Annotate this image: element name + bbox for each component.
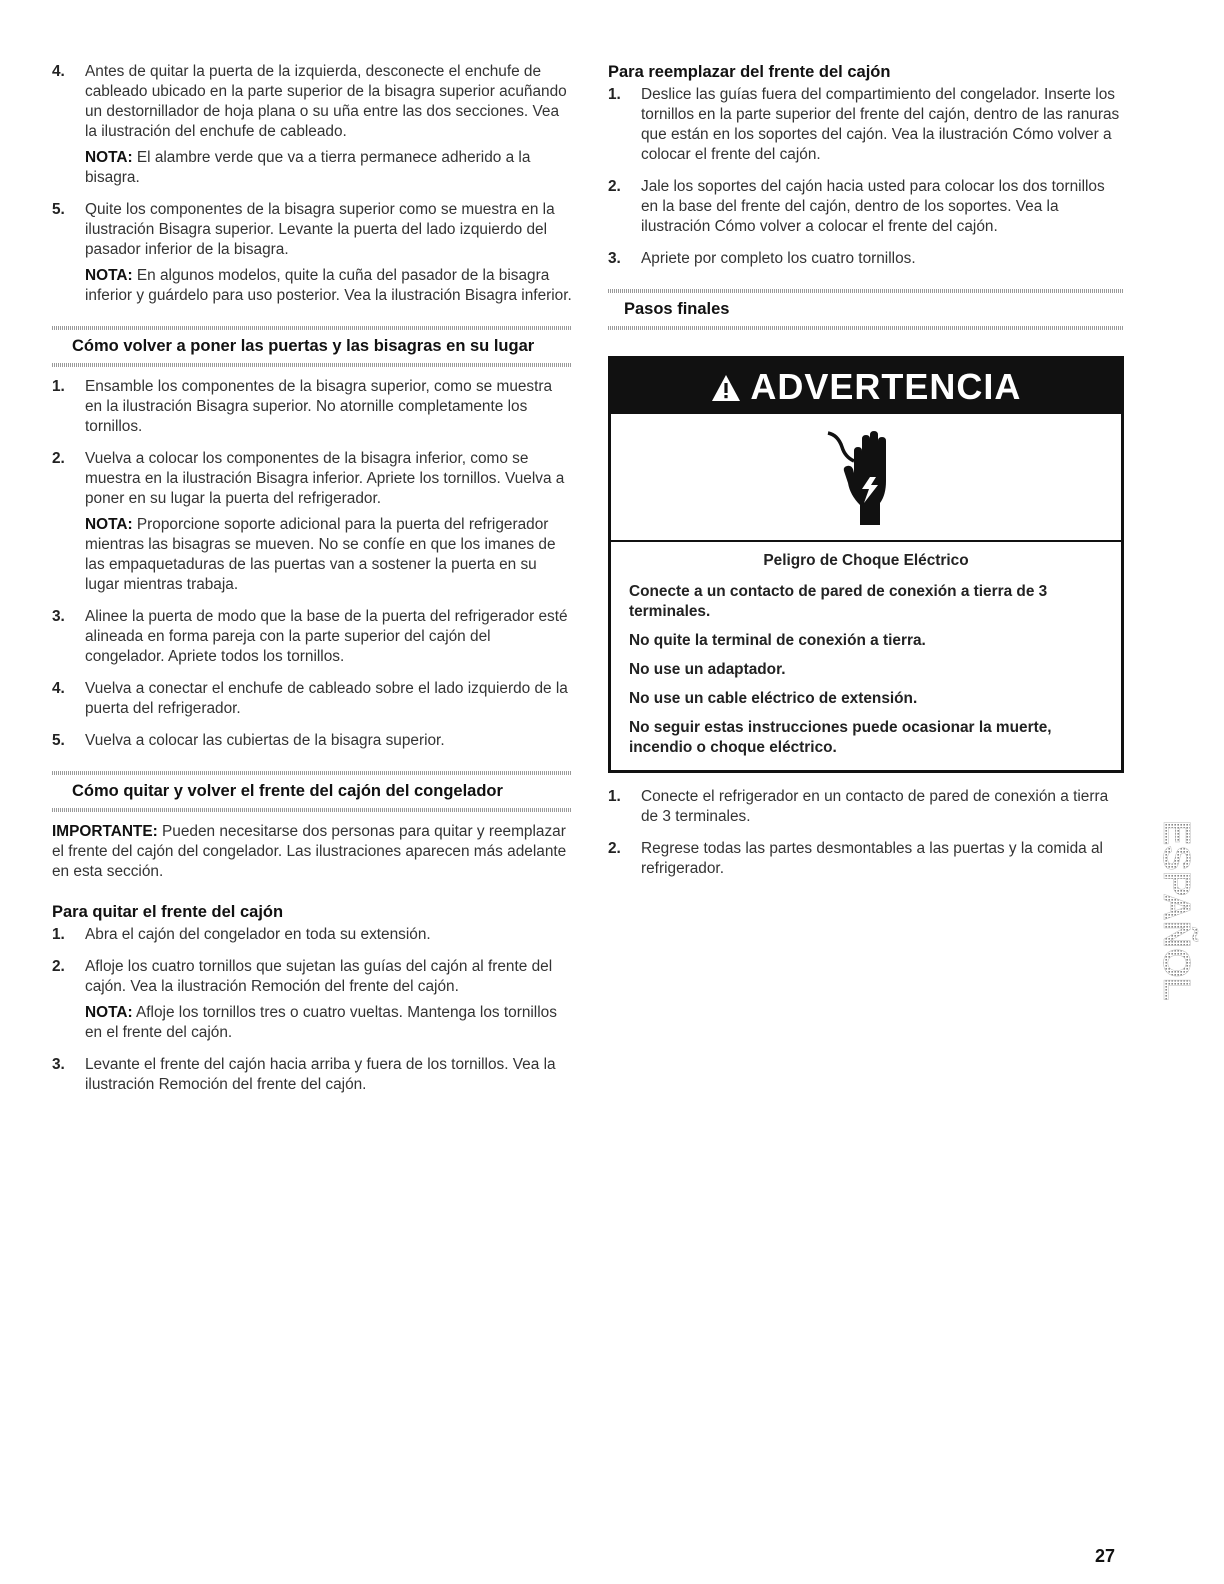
- page-number: 27: [1095, 1546, 1116, 1566]
- note: [85, 1003, 572, 1043]
- warning-header: [611, 359, 1121, 414]
- note-text: Proporcione soporte adicional para la puerta del refrigerador mientras las bisagras se mueven. No se confíe en que los imanes de las empaquetaduras de las puertas van a sostener la puerta en su lugar mientras trabaja.: [85, 516, 556, 593]
- list-item: [52, 607, 572, 673]
- side-tab-label: ESPAÑOL: [1155, 820, 1197, 1001]
- list-item: [52, 449, 572, 601]
- electric-shock-hand-icon: [611, 414, 1121, 542]
- step-number: 3.: [608, 250, 621, 267]
- step-text: Quite los componentes de la bisagra superior como se muestra en la ilustración Bisagra superior. Levante la puerta del lado izquierdo del pasador inferior de la bisagra.: [85, 201, 555, 258]
- step-text: Jale los soportes del cajón hacia usted para colocar los dos tornillos en la base del frente del cajón, dentro de los soportes. Vea la ilustración Cómo volver a colocar el frente del cajón.: [641, 178, 1105, 235]
- section-title: Pasos finales: [624, 300, 730, 318]
- list-item: [52, 679, 572, 725]
- warning-text: [611, 542, 1121, 770]
- list-item: [608, 249, 1124, 275]
- right-column: [608, 62, 1124, 891]
- important-text: Pueden necesitarse dos personas para quitar y reemplazar el frente del cajón del congelador. Las ilustraciones aparecen más adelante en esta sección.: [52, 823, 567, 880]
- note-label: NOTA:: [85, 149, 133, 166]
- divider: [52, 808, 572, 812]
- subheading-replace-drawer-front: Para reemplazar del frente del cajón: [608, 63, 891, 81]
- warning-subtitle: Peligro de Choque Eléctrico: [763, 552, 969, 569]
- note-label: NOTA:: [85, 516, 133, 533]
- note: [85, 515, 572, 595]
- step-number: 1.: [608, 788, 621, 805]
- note-text: El alambre verde que va a tierra permanece adherido a la bisagra.: [85, 149, 531, 186]
- important-label: IMPORTANTE:: [52, 823, 158, 840]
- warning-triangle-icon: [711, 366, 751, 407]
- step-text: Conecte el refrigerador en un contacto de pared de conexión a tierra de 3 terminales.: [641, 788, 1109, 825]
- step-number: 3.: [52, 1056, 65, 1073]
- section-header-final-steps: [608, 289, 1124, 330]
- step-number: 5.: [52, 201, 65, 218]
- step-text: Apriete por completo los cuatro tornillos.: [641, 250, 916, 267]
- step-number: 2.: [52, 450, 65, 467]
- step-text: Regrese todas las partes desmontables a las puertas y la comida al refrigerador.: [641, 840, 1103, 877]
- list-item: [52, 957, 572, 1049]
- warning-line: Conecte a un contacto de pared de conexión a tierra de 3 terminales.: [629, 583, 1048, 620]
- list-item: [608, 85, 1124, 171]
- list-item: [52, 377, 572, 443]
- step-number: 1.: [608, 86, 621, 103]
- step-text: Afloje los cuatro tornillos que sujetan las guías del cajón al frente del cajón. Vea la ilustración Remoción del frente del cajón.: [85, 958, 553, 995]
- step-text: Vuelva a colocar los componentes de la bisagra inferior, como se muestra en la ilustración Bisagra inferior. Apriete los tornillos. Vuelva a poner en su lugar la puerta del refrigerador.: [85, 450, 565, 507]
- important-note: [52, 822, 572, 882]
- note-label: NOTA:: [85, 1004, 133, 1021]
- step-text: Ensamble los componentes de la bisagra superior, como se muestra en la ilustración Bisagra superior. No atornille completamente los tornillos.: [85, 378, 553, 435]
- step-text: Levante el frente del cajón hacia arriba y fuera de los tornillos. Vea la ilustración Remoción del frente del cajón.: [85, 1056, 556, 1093]
- step-number: 1.: [52, 378, 65, 395]
- language-side-tab: [1150, 820, 1197, 1060]
- list-item: [608, 787, 1124, 833]
- step-number: 4.: [52, 63, 65, 80]
- note: [85, 266, 572, 306]
- section-header-doors-hinges: [52, 326, 572, 367]
- step-text: Deslice las guías fuera del compartimiento del congelador. Inserte los tornillos en la parte superior del frente del cajón, dentro de las ranuras que están en los soportes del cajón. Vea la ilustración Cómo volver a colocar el frente del cajón.: [641, 86, 1120, 163]
- step-text: Abra el cajón del congelador en toda su extensión.: [85, 926, 431, 943]
- note-text: En algunos modelos, quite la cuña del pasador de la bisagra inferior y guárdelo para uso posterior. Vea la ilustración Bisagra inferior.: [85, 267, 572, 304]
- subheading-remove-drawer-front: Para quitar el frente del cajón: [52, 903, 284, 921]
- warning-line: No seguir estas instrucciones puede ocasionar la muerte, incendio o choque eléctrico.: [629, 719, 1052, 756]
- warning-box: [608, 356, 1124, 773]
- step-text: Vuelva a colocar las cubiertas de la bisagra superior.: [85, 732, 445, 749]
- section-title: Cómo volver a poner las puertas y las bisagras en su lugar: [72, 337, 535, 355]
- section-title: Cómo quitar y volver el frente del cajón del congelador: [72, 782, 503, 800]
- warning-line: No use un adaptador.: [629, 661, 786, 678]
- step-text: Antes de quitar la puerta de la izquierda, desconecte el enchufe de cableado ubicado en la parte superior de la bisagra superior acuñando un destornillador de hoja plana o su uña entre las dos secciones. Vea la ilustración del enchufe de cableado.: [85, 63, 567, 140]
- warning-line: No use un cable eléctrico de extensión.: [629, 690, 918, 707]
- list-item: [52, 200, 572, 312]
- note: [85, 148, 572, 188]
- list-item: [52, 1055, 572, 1101]
- note-label: NOTA:: [85, 267, 133, 284]
- list-item: [608, 177, 1124, 243]
- step-text: Alinee la puerta de modo que la base de la puerta del refrigerador esté alineada en forma pareja con la parte superior del cajón del congelador. Apriete todos los tornillos.: [85, 608, 568, 665]
- divider: [52, 363, 572, 367]
- list-item: [52, 731, 572, 757]
- step-text: Vuelva a conectar el enchufe de cableado sobre el lado izquierdo de la puerta del refrigerador.: [85, 680, 568, 717]
- section-header-freezer-drawer: [52, 771, 572, 812]
- step-number: 5.: [52, 732, 65, 749]
- step-number: 3.: [52, 608, 65, 625]
- warning-line: No quite la terminal de conexión a tierra.: [629, 632, 926, 649]
- step-number: 2.: [52, 958, 65, 975]
- left-column: [52, 62, 572, 1107]
- note-text: Afloje los tornillos tres o cuatro vueltas. Mantenga los tornillos en el frente del cajón.: [85, 1004, 557, 1041]
- step-number: 4.: [52, 680, 65, 697]
- list-item: [608, 839, 1124, 885]
- step-number: 2.: [608, 178, 621, 195]
- step-number: 1.: [52, 926, 65, 943]
- list-item: [52, 925, 572, 951]
- divider: [608, 326, 1124, 330]
- warning-title: ADVERTENCIA: [750, 366, 1022, 407]
- step-number: 2.: [608, 840, 621, 857]
- list-item: [52, 62, 572, 194]
